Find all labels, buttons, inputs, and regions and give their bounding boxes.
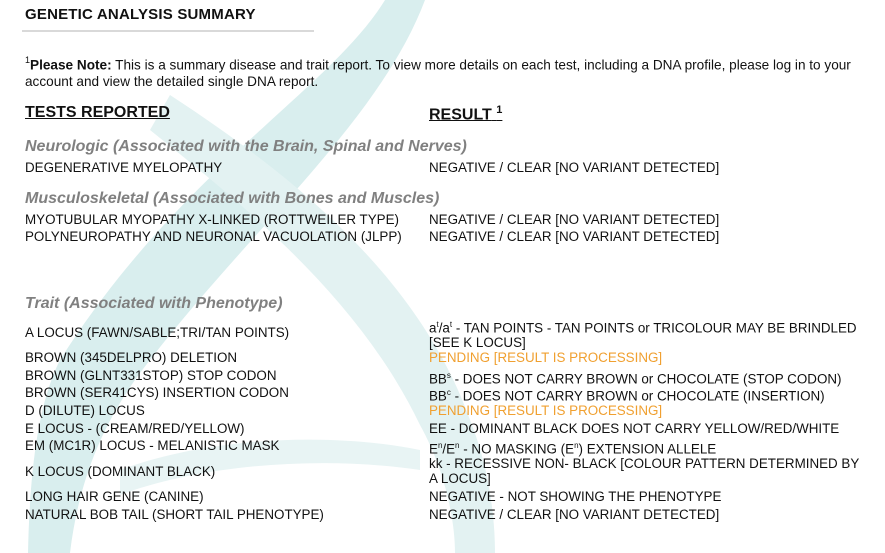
genotype-allele-sup: n — [574, 441, 579, 450]
test-name: A LOCUS (FAWN/SABLE;TRI/TAN POINTS) — [25, 325, 290, 340]
test-result: EE - DOMINANT BLACK DOES NOT CARRY YELLOW/RED/WHITE — [429, 421, 840, 436]
note-text: This is a summary disease and trait report. To view more details on each test, including a DNA profile, please log in to your account and view the detailed single DNA report. — [25, 57, 851, 90]
genotype-allele: BB — [429, 388, 447, 404]
test-name: BROWN (345DELPRO) DELETION — [25, 350, 238, 365]
summary-note — [25, 53, 855, 91]
section-musculoskeletal-title: Musculoskeletal (Associated with Bones and Muscles) — [25, 190, 440, 207]
genotype-allele-sup: t — [436, 320, 439, 329]
test-name: NATURAL BOB TAIL (SHORT TAIL PHENOTYPE) — [25, 507, 324, 522]
genotype-allele-sup: t — [449, 320, 453, 329]
test-result-pending: PENDING [RESULT IS PROCESSING] — [429, 350, 663, 365]
title-divider — [22, 30, 314, 32]
test-name: EM (MC1R) LOCUS - MELANISTIC MASK — [25, 438, 280, 453]
test-result — [429, 317, 869, 350]
test-result: NEGATIVE / CLEAR [NO VARIANT DETECTED] — [429, 160, 720, 175]
test-result: NEGATIVE / CLEAR [NO VARIANT DETECTED] — [429, 507, 720, 522]
test-name: BROWN (SER41CYS) INSERTION CODON — [25, 385, 289, 400]
genotype-allele: BB — [429, 371, 447, 387]
test-result: NEGATIVE - NOT SHOWING THE PHENOTYPE — [429, 489, 722, 504]
result-heading — [429, 104, 502, 124]
genotype-allele-sup: c — [446, 388, 451, 397]
test-name: D (DILUTE) LOCUS — [25, 403, 145, 418]
result-description: - NO MASKING (E — [459, 441, 575, 457]
genotype-allele: /a — [438, 320, 450, 336]
genotype-allele: a — [429, 320, 437, 336]
genotype-allele-sup: s — [446, 371, 451, 380]
genotype-allele: /E — [442, 441, 456, 457]
page-title: GENETIC ANALYSIS SUMMARY — [25, 6, 256, 23]
note-footnote-marker: 1 — [25, 55, 31, 65]
test-name: E LOCUS - (CREAM/RED/YELLOW) — [25, 421, 245, 436]
genotype-allele-sup: n — [455, 441, 460, 450]
result-description: - TAN POINTS - TAN POINTS or TRICOLOUR MAY BE BRINDLED [SEE K LOCUS] — [429, 320, 857, 351]
test-result — [429, 385, 825, 403]
test-name: BROWN (GLNT331STOP) STOP CODON — [25, 368, 277, 383]
section-neurologic-title: Neurologic (Associated with the Brain, Spinal and Nerves) — [25, 138, 467, 155]
result-footnote-marker: 1 — [496, 104, 503, 116]
note-label: Please Note: — [30, 57, 112, 73]
genotype-allele-sup: n — [437, 441, 443, 450]
test-result: NEGATIVE / CLEAR [NO VARIANT DETECTED] — [429, 229, 720, 244]
result-heading-label: RESULT — [429, 106, 492, 124]
test-name: LONG HAIR GENE (CANINE) — [25, 489, 204, 504]
test-name: K LOCUS (DOMINANT BLACK) — [25, 464, 216, 479]
test-result: NEGATIVE / CLEAR [NO VARIANT DETECTED] — [429, 212, 720, 227]
test-result — [429, 438, 716, 456]
test-result: kk - RECESSIVE NON- BLACK [COLOUR PATTERN DETERMINED BY A LOCUS] — [429, 456, 860, 486]
test-name: MYOTUBULAR MYOPATHY X-LINKED (ROTTWEILER TYPE) — [25, 212, 399, 227]
result-description: ) EXTENSION ALLELE — [578, 441, 717, 457]
section-trait-title: Trait (Associated with Phenotype) — [25, 295, 283, 312]
test-result-pending: PENDING [RESULT IS PROCESSING] — [429, 403, 663, 418]
test-name: DEGENERATIVE MYELOPATHY — [25, 160, 223, 175]
result-description: - DOES NOT CARRY BROWN or CHOCOLATE (STOP CODON) — [450, 371, 842, 387]
genotype-allele: E — [429, 441, 438, 457]
tests-reported-heading: TESTS REPORTED — [25, 104, 170, 121]
test-name: POLYNEUROPATHY AND NEURONAL VACUOLATION (JLPP) — [25, 229, 402, 244]
test-result — [429, 368, 841, 386]
result-description: - DOES NOT CARRY BROWN or CHOCOLATE (INSERTION) — [450, 388, 825, 404]
